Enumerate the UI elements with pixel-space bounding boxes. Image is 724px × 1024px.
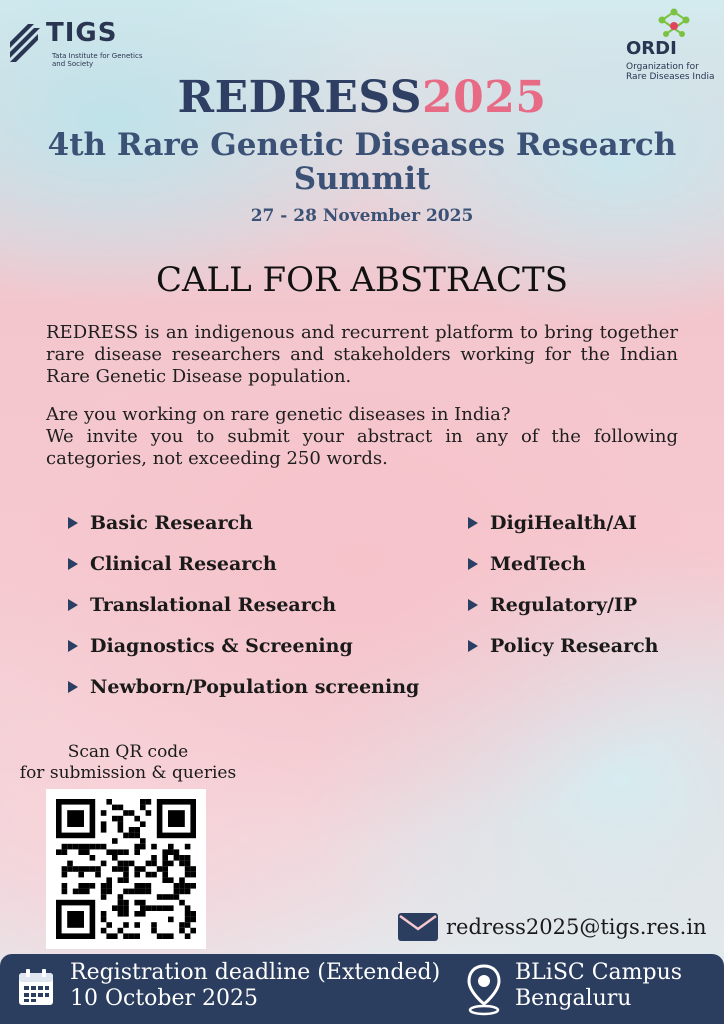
category-item: Diagnostics & Screening bbox=[68, 632, 353, 660]
event-title bbox=[0, 72, 724, 123]
event-dates: 27 - 28 November 2025 bbox=[250, 206, 474, 226]
bullet-arrow-icon bbox=[468, 517, 478, 529]
category-item: DigiHealth/AI bbox=[468, 509, 637, 537]
bullet-arrow-icon bbox=[68, 681, 78, 693]
category-item: Clinical Research bbox=[68, 550, 277, 578]
bullet-arrow-icon bbox=[68, 558, 78, 570]
email-address[interactable]: redress2025@tigs.res.in bbox=[446, 915, 707, 939]
qr-caption: Scan QR code for submission & queries bbox=[19, 742, 237, 783]
bullet-arrow-icon bbox=[68, 599, 78, 611]
tigs-logo bbox=[8, 18, 148, 78]
email-contact[interactable] bbox=[398, 908, 707, 946]
bullet-arrow-icon bbox=[468, 558, 478, 570]
registration-deadline: Registration deadline (Extended) 10 October 2025 bbox=[70, 960, 441, 1011]
call-for-abstracts-heading: CALL FOR ABSTRACTS bbox=[155, 260, 569, 300]
map-pin-icon bbox=[466, 964, 502, 1016]
qr-code[interactable] bbox=[46, 789, 206, 949]
category-item: Translational Research bbox=[68, 591, 336, 619]
question-text: Are you working on rare genetic diseases in India? bbox=[46, 404, 511, 425]
summit-title: 4th Rare Genetic Diseases Research Summit bbox=[47, 127, 677, 197]
footer-bar bbox=[0, 954, 724, 1024]
bullet-arrow-icon bbox=[68, 517, 78, 529]
venue-location: BLiSC Campus Bengaluru bbox=[515, 960, 683, 1011]
category-item: MedTech bbox=[468, 550, 586, 578]
category-item: Policy Research bbox=[468, 632, 658, 660]
bullet-arrow-icon bbox=[468, 640, 478, 652]
tigs-name: TIGS bbox=[46, 18, 118, 48]
bullet-arrow-icon bbox=[68, 640, 78, 652]
invite-text: We invite you to submit your abstract in any of the following categories, not exceeding 250 words. bbox=[46, 426, 678, 469]
event-name: REDRESS bbox=[177, 72, 422, 123]
event-year: 2025 bbox=[421, 72, 547, 123]
intro-paragraph: REDRESS is an indigenous and recurrent platform to bring together rare disease researchers and stakeholders working for the Indian Rare Genetic Disease population. bbox=[46, 322, 678, 387]
tigs-subtitle: Tata Institute for Genetics and Society bbox=[52, 52, 143, 68]
ordi-name: ORDI bbox=[626, 38, 677, 59]
category-item: Newborn/Population screening bbox=[68, 673, 419, 701]
invite-paragraph bbox=[46, 404, 678, 470]
tigs-mark-icon bbox=[8, 20, 42, 68]
envelope-icon bbox=[398, 913, 438, 941]
bullet-arrow-icon bbox=[468, 599, 478, 611]
category-item: Regulatory/IP bbox=[468, 591, 637, 619]
category-item: Basic Research bbox=[68, 509, 253, 537]
ordi-subtitle: Organization for Rare Diseases India bbox=[626, 62, 715, 82]
qr-code-pattern bbox=[46, 789, 206, 949]
calendar-icon bbox=[18, 968, 54, 1006]
